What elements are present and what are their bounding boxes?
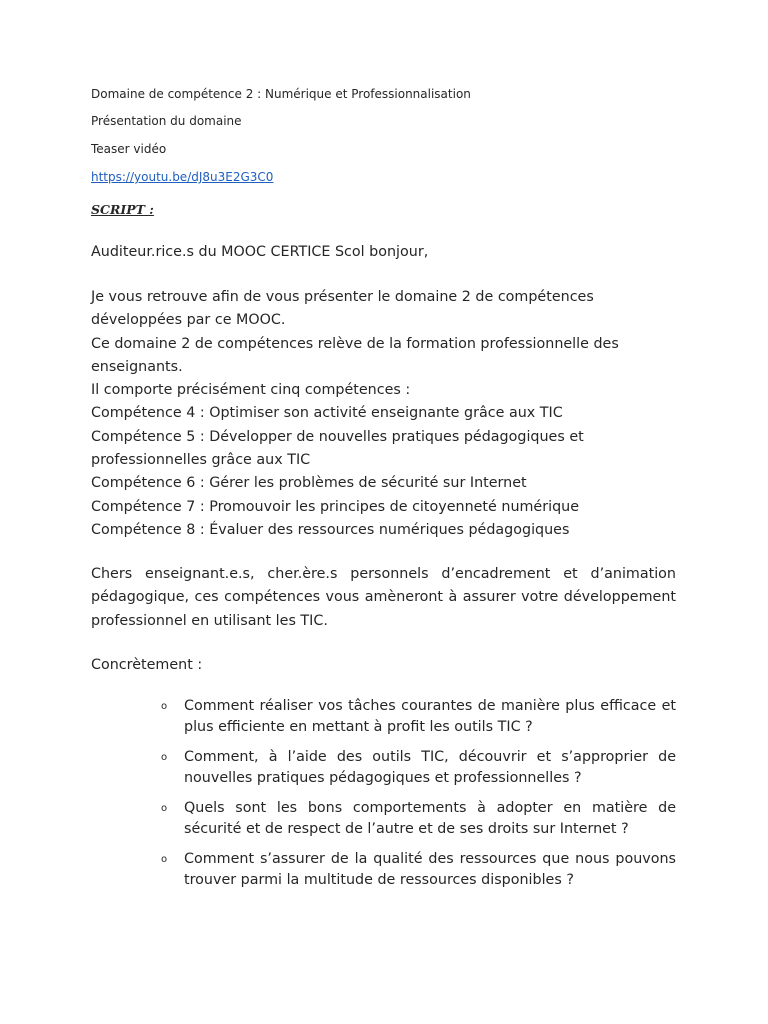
- bullet-circle-icon: o: [161, 752, 168, 763]
- intro-line: enseignants.: [91, 358, 183, 375]
- intro-line: Il comporte précisément cinq compétences :: [91, 382, 411, 399]
- list-item: [91, 798, 676, 839]
- intro-line: développées par ce MOOC.: [91, 312, 286, 329]
- competence-line: Compétence 4 : Optimiser son activité enseignante grâce aux TIC: [91, 405, 563, 422]
- competence-line: Compétence 7 : Promouvoir les principes de citoyenneté numérique: [91, 498, 580, 515]
- list-item: [91, 696, 676, 737]
- bullet-circle-icon: o: [161, 854, 168, 865]
- question-text: Comment s’assurer de la qualité des ressources que nous pouvons trouver parmi la multitude de ressources disponibles ?: [184, 851, 676, 888]
- domain-title: Domaine de compétence 2 : Numérique et Professionnalisation: [91, 87, 471, 101]
- greeting: Auditeur.rice.s du MOOC CERTICE Scol bonjour,: [91, 244, 429, 260]
- bullet-circle-icon: o: [161, 803, 168, 814]
- competence-line: Compétence 5 : Développer de nouvelles pratiques pédagogiques et: [91, 428, 584, 445]
- competence-line: Compétence 6 : Gérer les problèmes de sécurité sur Internet: [91, 475, 527, 492]
- intro-line: Ce domaine 2 de compétences relève de la formation professionnelle des: [91, 335, 619, 352]
- question-text: Comment, à l’aide des outils TIC, découvrir et s’approprier de nouvelles pratiques pédagogiques et professionnelles ?: [184, 749, 676, 786]
- intro-line: Je vous retrouve afin de vous présenter le domaine 2 de compétences: [91, 289, 594, 305]
- list-item: [91, 849, 676, 890]
- question-text: Quels sont les bons comportements à adopter en matière de sécurité et de respect de l’autre et de ses droits sur Internet ?: [184, 800, 676, 837]
- presentation-label: Présentation du domaine: [91, 114, 242, 128]
- competence-line: Compétence 8 : Évaluer des ressources numériques pédagogiques: [91, 521, 570, 538]
- question-list: [91, 696, 676, 900]
- concretely-label: Concrètement :: [91, 657, 203, 673]
- list-item: [91, 747, 676, 788]
- audience-paragraph: Chers enseignant.e.s, cher.ère.s personnels d’encadrement et d’animation pédagogique, ces compétences vous amèneront à assurer votre développement professionnel en utilisant les TIC.: [91, 566, 676, 629]
- script-title: SCRIPT :: [91, 202, 154, 217]
- video-link[interactable]: https://youtu.be/dJ8u3E2G3C0: [91, 170, 274, 184]
- intro-block: [91, 286, 676, 542]
- bullet-circle-icon: o: [161, 701, 168, 712]
- question-text: Comment réaliser vos tâches courantes de manière plus efficace et plus efficiente en mettant à profit les outils TIC ?: [184, 698, 676, 735]
- document-page: [91, 0, 676, 1024]
- competence-line: professionnelles grâce aux TIC: [91, 452, 311, 469]
- teaser-label: Teaser vidéo: [91, 142, 167, 156]
